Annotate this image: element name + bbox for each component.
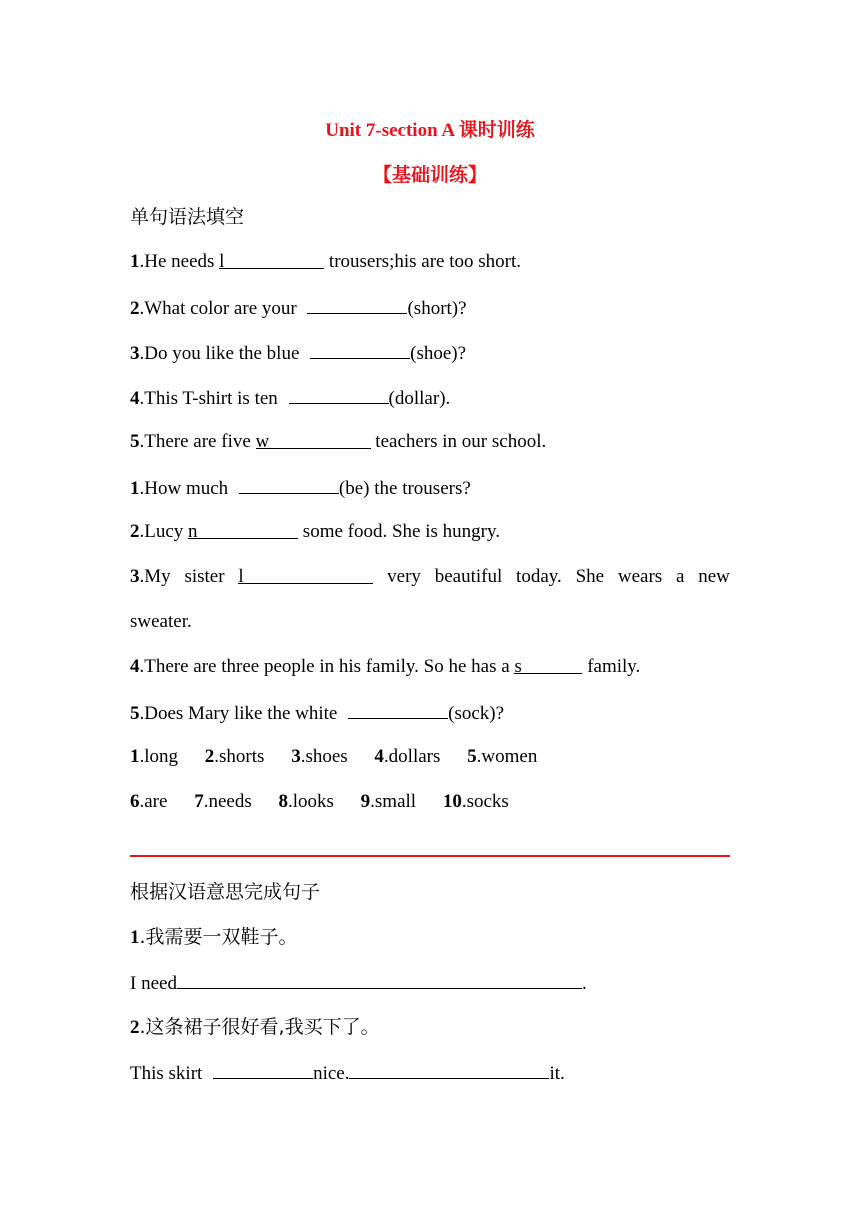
answer-blank[interactable] <box>188 520 298 542</box>
question-row <box>130 250 521 274</box>
question-text: .There are five <box>139 431 256 452</box>
answer-text: it. <box>549 1063 565 1084</box>
answer-blank[interactable] <box>289 385 389 404</box>
answer-number: 9 <box>360 791 371 812</box>
question-number: 2 <box>130 521 140 542</box>
question-text: .Lucy <box>139 521 189 542</box>
hint-letter: w <box>255 431 270 452</box>
answer-text: This skirt <box>130 1063 208 1084</box>
section-heading-translation: 根据汉语意思完成句子 <box>130 881 321 903</box>
answer-text: .shorts <box>214 746 265 767</box>
question-text: .He needs <box>139 251 220 272</box>
question-text: teachers in our school. <box>370 431 547 452</box>
question-row <box>130 475 471 501</box>
question-number: 5 <box>130 703 140 724</box>
question-text: .My <box>139 566 171 587</box>
answer-number: 3 <box>291 746 301 767</box>
question-number: 4 <box>130 388 140 409</box>
hint-letter: n <box>188 521 198 542</box>
question-number: 5 <box>130 431 140 452</box>
question-number: 2 <box>130 298 140 319</box>
question-row <box>130 655 640 679</box>
answer-blank[interactable] <box>307 295 407 314</box>
answer-number: 1 <box>130 746 140 767</box>
chinese-sentence: .这条裙子很好看,我买下了。 <box>139 1016 380 1038</box>
answer-text: .long <box>139 746 179 767</box>
translation-prompt <box>130 925 298 950</box>
question-word: a <box>675 566 685 587</box>
question-number: 1 <box>130 251 140 272</box>
question-word <box>130 565 171 589</box>
answer-blank[interactable] <box>213 1060 313 1079</box>
answer-text: .are <box>139 791 168 812</box>
answer-key-item <box>291 746 347 767</box>
answer-number: 5 <box>467 746 477 767</box>
answer-text: .needs <box>203 791 252 812</box>
question-text: (short)? <box>407 298 467 319</box>
question-continuation: sweater. <box>130 611 192 632</box>
question-row <box>130 340 466 366</box>
answer-number: 4 <box>374 746 384 767</box>
answer-text: I need <box>130 973 177 994</box>
hint-letter: s <box>514 656 522 677</box>
answer-key-item <box>467 746 537 767</box>
answer-blank[interactable] <box>514 655 582 677</box>
answer-text: . <box>581 973 587 994</box>
answer-number: 2 <box>204 746 215 767</box>
question-text: (be) the trousers? <box>338 478 471 499</box>
question-number: 3 <box>130 566 140 587</box>
answer-blank[interactable] <box>310 340 410 359</box>
answer-text: .looks <box>287 791 334 812</box>
question-row-justified <box>130 565 730 589</box>
answer-key-row <box>130 745 537 769</box>
answer-number: 6 <box>130 791 140 812</box>
answer-text: nice. <box>313 1063 350 1084</box>
question-row <box>130 385 450 411</box>
question-word: new <box>698 566 730 587</box>
question-text: (dollar). <box>388 388 451 409</box>
document-subtitle: 【基础训练】 <box>372 165 487 186</box>
document-title: Unit 7-section A 课时训练 <box>325 120 535 141</box>
section-divider <box>130 855 730 857</box>
question-row <box>130 295 467 321</box>
answer-blank[interactable] <box>255 430 371 452</box>
question-row <box>130 520 500 544</box>
answer-key-item <box>278 791 333 812</box>
translation-answer-row <box>130 1060 565 1086</box>
answer-blank[interactable] <box>239 475 339 494</box>
answer-text: .shoes <box>300 746 348 767</box>
question-text: family. <box>582 656 641 677</box>
answer-key-item <box>205 746 265 767</box>
answer-key-row <box>130 790 509 814</box>
answer-blank[interactable] <box>238 565 373 587</box>
answer-key-item <box>374 746 440 767</box>
question-text: .This T-shirt is ten <box>139 388 283 409</box>
answer-key-item <box>194 791 252 812</box>
translation-answer-row <box>130 970 587 996</box>
answer-text: .small <box>370 791 417 812</box>
question-row <box>130 430 546 454</box>
question-number: 4 <box>130 656 140 677</box>
hint-letter: l <box>238 566 244 587</box>
question-word: today. <box>516 566 562 587</box>
chinese-sentence: .我需要一双鞋子。 <box>139 926 298 948</box>
translation-prompt <box>130 1015 380 1040</box>
question-word: beautiful <box>434 566 503 587</box>
answer-key-item <box>443 791 509 812</box>
question-text: trousers;his are too short. <box>324 251 521 272</box>
question-word: She <box>575 566 605 587</box>
answer-blank[interactable] <box>349 1060 549 1079</box>
answer-blank[interactable] <box>177 970 582 989</box>
question-number: 1 <box>130 927 140 948</box>
question-number: 2 <box>130 1017 140 1038</box>
answer-key-item <box>130 791 167 812</box>
answer-text: .socks <box>461 791 509 812</box>
answer-blank[interactable] <box>219 250 324 272</box>
question-text: (sock)? <box>448 703 505 724</box>
question-text: some food. She is hungry. <box>298 521 500 542</box>
answer-number: 10 <box>442 791 462 812</box>
question-text: .What color are your <box>139 298 302 319</box>
question-word: wears <box>617 566 663 587</box>
question-number: 3 <box>130 343 140 364</box>
question-row <box>130 700 504 726</box>
answer-text: .dollars <box>383 746 441 767</box>
answer-number: 8 <box>278 791 288 812</box>
answer-number: 7 <box>194 791 204 812</box>
question-text: .How much <box>139 478 233 499</box>
question-text: (shoe)? <box>410 343 467 364</box>
question-word: very <box>387 566 421 587</box>
answer-text: .women <box>476 746 538 767</box>
question-text: .There are three people in his family. So he has a <box>139 656 515 677</box>
answer-key-item <box>130 746 178 767</box>
question-text: .Do you like the blue <box>139 343 305 364</box>
answer-blank[interactable] <box>348 700 448 719</box>
hint-letter: l <box>219 251 225 272</box>
section-heading-grammar: 单句语法填空 <box>130 206 245 228</box>
question-number: 1 <box>130 478 140 499</box>
question-text: .Does Mary like the white <box>139 703 343 724</box>
question-word: sister <box>184 566 225 587</box>
answer-key-item <box>361 791 416 812</box>
